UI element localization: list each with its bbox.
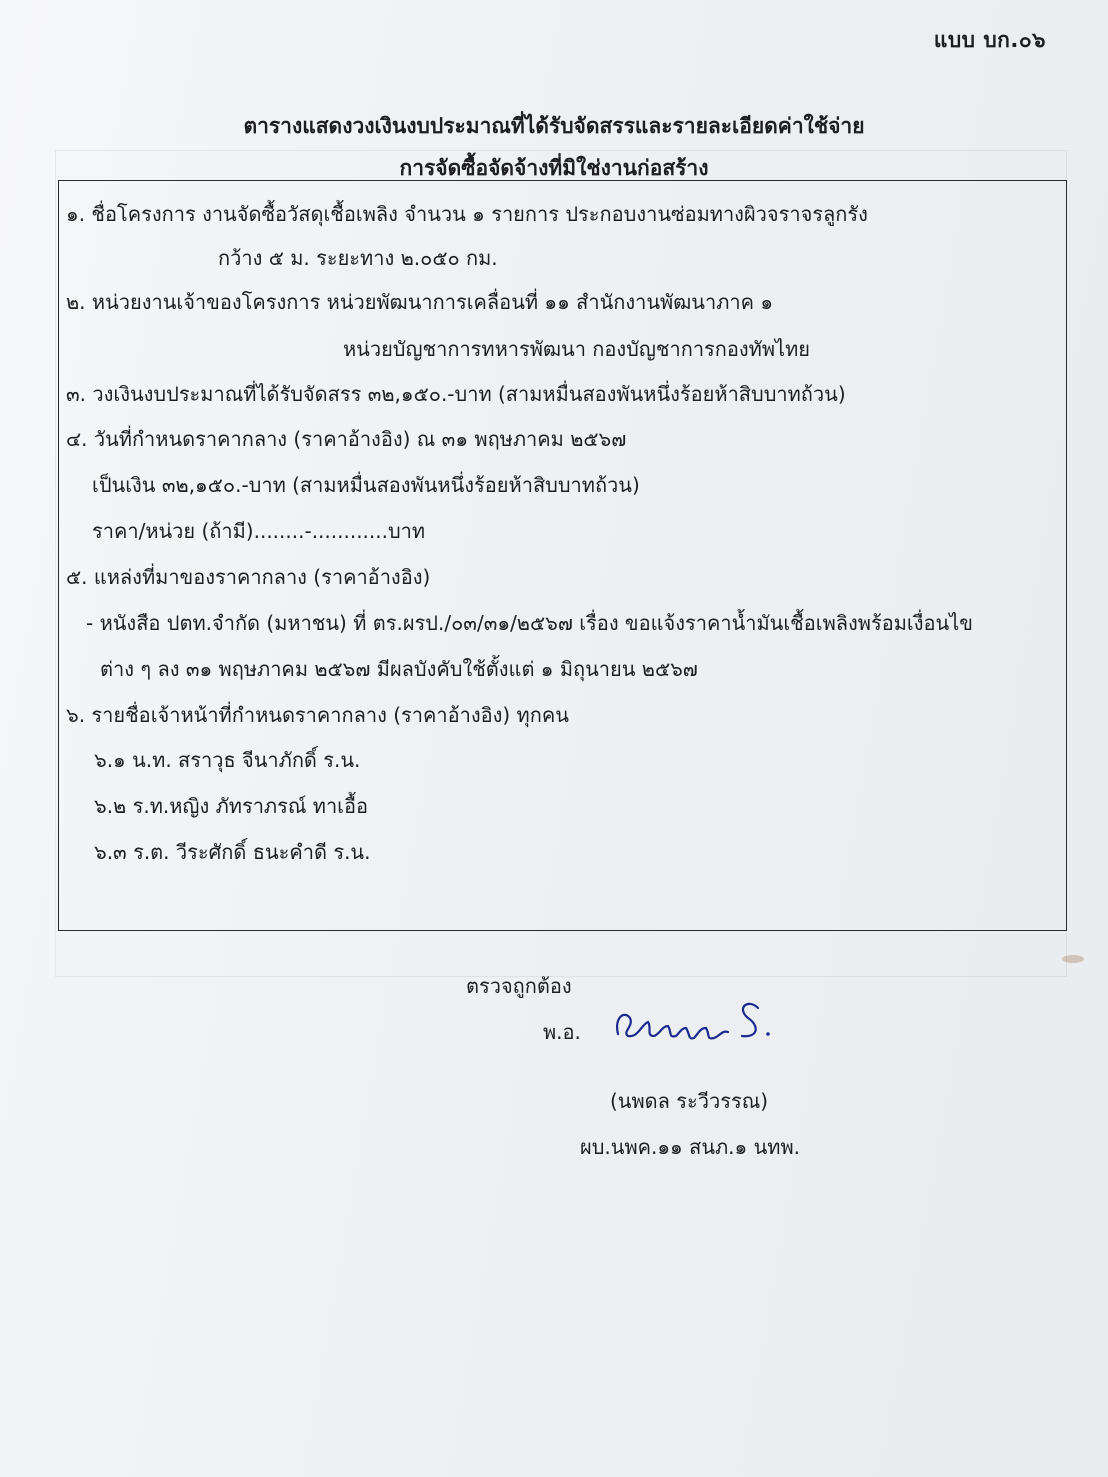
item-5-continuation: ต่าง ๆ ลง ๓๑ พฤษภาคม ๒๕๖๗ มีผลบังคับใช้ตั้งแต่ ๑ มิถุนายน ๒๕๖๗	[100, 657, 698, 681]
signer-position: ผบ.นพค.๑๑ สนภ.๑ นทพ.	[580, 1135, 800, 1159]
item-1-continuation: กว้าง ๕ ม. ระยะทาง ๒.๐๕๐ กม.	[218, 246, 498, 270]
item-1-project-name: ๑. ชื่อโครงการ งานจัดซื้อวัสดุเชื้อเพลิง จำนวน ๑ รายการ ประกอบงานซ่อมทางผิวจราจรลูกรัง	[66, 202, 868, 226]
paper-stain	[1062, 955, 1084, 963]
item-2-continuation: หน่วยบัญชาการทหารพัฒนา กองบัญชาการกองทัพไทย	[343, 337, 811, 361]
item-5-source-letter: - หนังสือ ปตท.จำกัด (มหาชน) ที่ ตร.ผรป./๐๓/๓๑/๒๕๖๗ เรื่อง ขอแจ้งราคาน้ำมันเชื้อเพลิงพร้อมเงื่อนไข	[86, 611, 973, 635]
item-6-officials: ๖. รายชื่อเจ้าหน้าที่กำหนดราคากลาง (ราคาอ้างอิง) ทุกคน	[66, 703, 569, 727]
item-5-price-source: ๕. แหล่งที่มาของราคากลาง (ราคาอ้างอิง)	[66, 565, 431, 589]
official-6-1: ๖.๑ น.ท. สราวุธ จีนาภักดิ์ ร.น.	[94, 748, 361, 772]
item-4-reference-date: ๔. วันที่กำหนดราคากลาง (ราคาอ้างอิง) ณ ๓๑ พฤษภาคม ๒๕๖๗	[66, 427, 627, 451]
signer-rank: พ.อ.	[543, 1020, 581, 1044]
official-6-2: ๖.๒ ร.ท.หญิง ภัทราภรณ์ ทาเอื้อ	[94, 794, 369, 818]
verified-label: ตรวจถูกต้อง	[466, 974, 572, 998]
signer-name: (นพดล ระวีวรรณ)	[610, 1089, 769, 1113]
document-subtitle: การจัดซื้อจัดจ้างที่มิใช่งานก่อสร้าง	[399, 156, 709, 180]
handwritten-signature	[608, 988, 788, 1048]
item-3-budget: ๓. วงเงินงบประมาณที่ได้รับจัดสรร ๓๒,๑๕๐.-บาท (สามหมื่นสองพันหนึ่งร้อยห้าสิบบาทถ้วน)	[66, 382, 846, 406]
item-4-unit-price: ราคา/หน่วย (ถ้ามี)........-............บาท	[92, 519, 426, 543]
item-2-owner-unit: ๒. หน่วยงานเจ้าของโครงการ หน่วยพัฒนาการเคลื่อนที่ ๑๑ สำนักงานพัฒนาภาค ๑	[66, 290, 774, 314]
item-4-amount: เป็นเงิน ๓๒,๑๕๐.-บาท (สามหมื่นสองพันหนึ่งร้อยห้าสิบบาทถ้วน)	[92, 473, 640, 497]
official-6-3: ๖.๓ ร.ต. วีระศักดิ์ ธนะคำดี ร.น.	[94, 840, 371, 864]
document-title: ตารางแสดงวงเงินงบประมาณที่ได้รับจัดสรรและรายละเอียดค่าใช้จ่าย	[243, 114, 865, 138]
form-code: แบบ บก.๐๖	[933, 28, 1046, 52]
